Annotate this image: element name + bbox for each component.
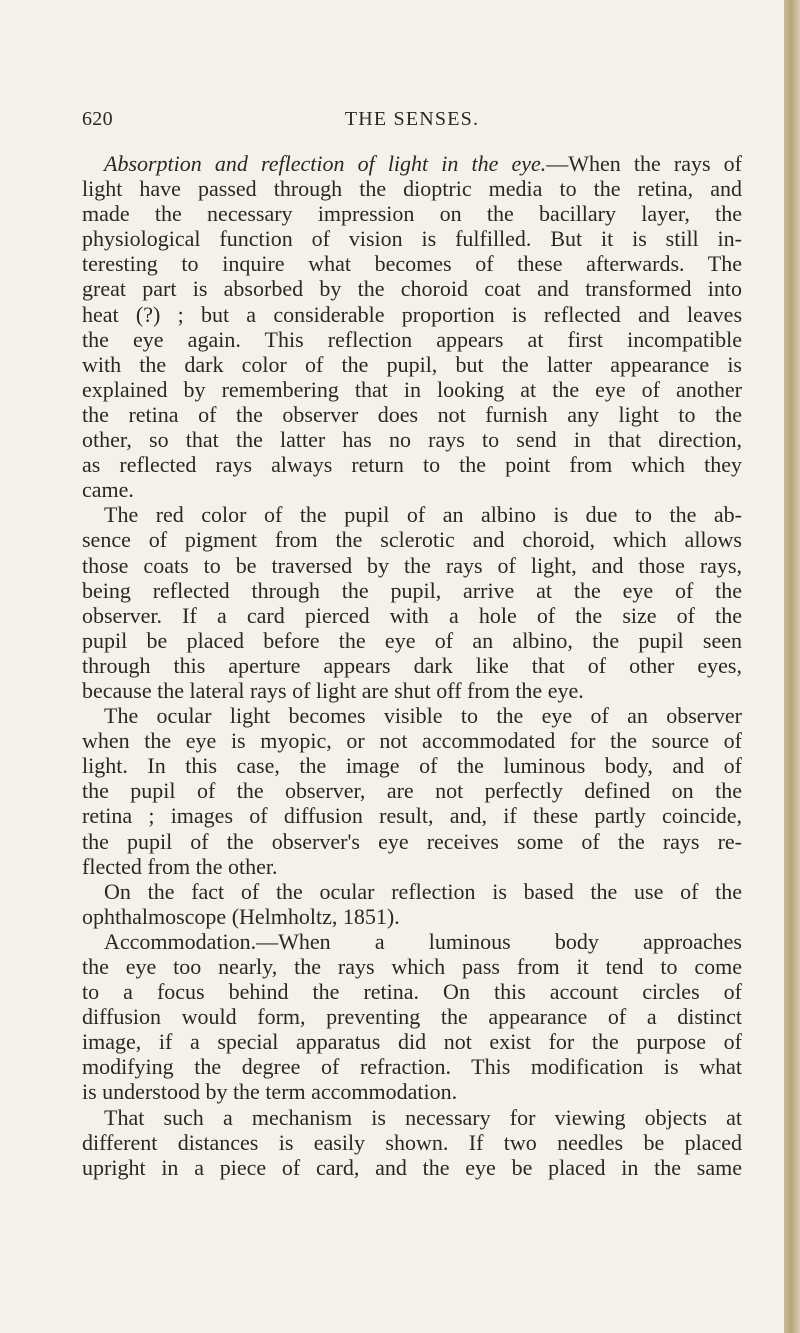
text-line: the pupil of the observer, are not perfectly defined on the: [82, 778, 742, 804]
text-line: diffusion would form, preventing the appearance of a distinct: [82, 1004, 742, 1030]
text-line: the eye again. This reflection appears at first incompatible: [82, 326, 742, 352]
text-line: light. In this case, the image of the luminous body, and of: [82, 753, 742, 779]
text-line: to a focus behind the retina. On this account circles of: [82, 979, 742, 1005]
text-line: observer. If a card pierced with a hole of the size of the: [82, 602, 742, 628]
text-line: heat (?) ; but a considerable proportion is reflected and leaves: [82, 301, 742, 327]
text-line: The red color of the pupil of an albino is due to the ab-: [104, 502, 742, 528]
text-line: those coats to be traversed by the rays of light, and those rays,: [82, 552, 742, 578]
text-line: the pupil of the observer's eye receives some of the rays re-: [82, 828, 742, 854]
text-line-content: —When the rays of: [546, 151, 742, 176]
text-line: modifying the degree of refraction. This modification is what: [82, 1054, 742, 1080]
page-number: 620: [82, 108, 113, 130]
text-line: being reflected through the pupil, arrive at the eye of the: [82, 577, 742, 603]
section-heading-accommodation: Accommodation.: [104, 928, 257, 954]
text-line: [82, 929, 742, 954]
text-line: the retina of the observer does not furnish any light to the: [82, 401, 742, 427]
text-line: physiological function of vision is fulfilled. But it is still in-: [82, 226, 742, 252]
text-line: came.: [82, 477, 134, 503]
text-line: That such a mechanism is necessary for viewing objects at: [104, 1104, 742, 1130]
text-line: upright in a piece of card, and the eye be placed in the same: [82, 1154, 742, 1180]
text-line: when the eye is myopic, or not accommodated for the source of: [82, 728, 742, 754]
running-title: THE SENSES.: [344, 108, 480, 130]
running-header: [82, 108, 742, 134]
text-line: [82, 151, 742, 176]
text-line: is understood by the term accommodation.: [82, 1079, 458, 1105]
text-line: as reflected rays always return to the point from which they: [82, 452, 742, 478]
text-line: the eye too nearly, the rays which pass from it tend to come: [82, 954, 742, 979]
text-line: different distances is easily shown. If two needles be placed: [82, 1129, 742, 1155]
text-line: with the dark color of the pupil, but the latter appearance is: [82, 351, 742, 377]
text-line-content: —When a luminous body approaches: [256, 928, 742, 954]
body-text: [82, 151, 742, 1180]
text-line: On the fact of the ocular reflection is based the use of the: [104, 878, 742, 904]
text-line: flected from the other.: [82, 853, 278, 879]
text-line: sence of pigment from the sclerotic and choroid, which allows: [82, 527, 742, 553]
text-line: image, if a special apparatus did not exist for the purpose of: [82, 1029, 742, 1055]
page-edge: [784, 0, 800, 1333]
text-line: through this aperture appears dark like that of other eyes,: [82, 652, 742, 678]
text-line: explained by remembering that in looking at the eye of another: [82, 376, 742, 402]
text-line: pupil be placed before the eye of an albino, the pupil seen: [82, 627, 742, 653]
text-line: other, so that the latter has no rays to send in that direction,: [82, 427, 742, 453]
text-line: ophthalmoscope (Helmholtz, 1851).: [82, 903, 400, 929]
text-line: light have passed through the dioptric media to the retina, and: [82, 176, 742, 202]
text-line: teresting to inquire what becomes of these afterwards. The: [82, 251, 742, 277]
text-line: retina ; images of diffusion result, and, if these partly coincide,: [82, 803, 742, 829]
section-heading-absorption: Absorption and reflection of light in the eye.: [104, 151, 547, 176]
text-line: The ocular light becomes visible to the eye of an observer: [104, 703, 742, 729]
text-line: made the necessary impression on the bacillary layer, the: [82, 201, 742, 227]
text-line: great part is absorbed by the choroid coat and transformed into: [82, 276, 742, 302]
text-line: because the lateral rays of light are shut off from the eye.: [82, 677, 584, 703]
